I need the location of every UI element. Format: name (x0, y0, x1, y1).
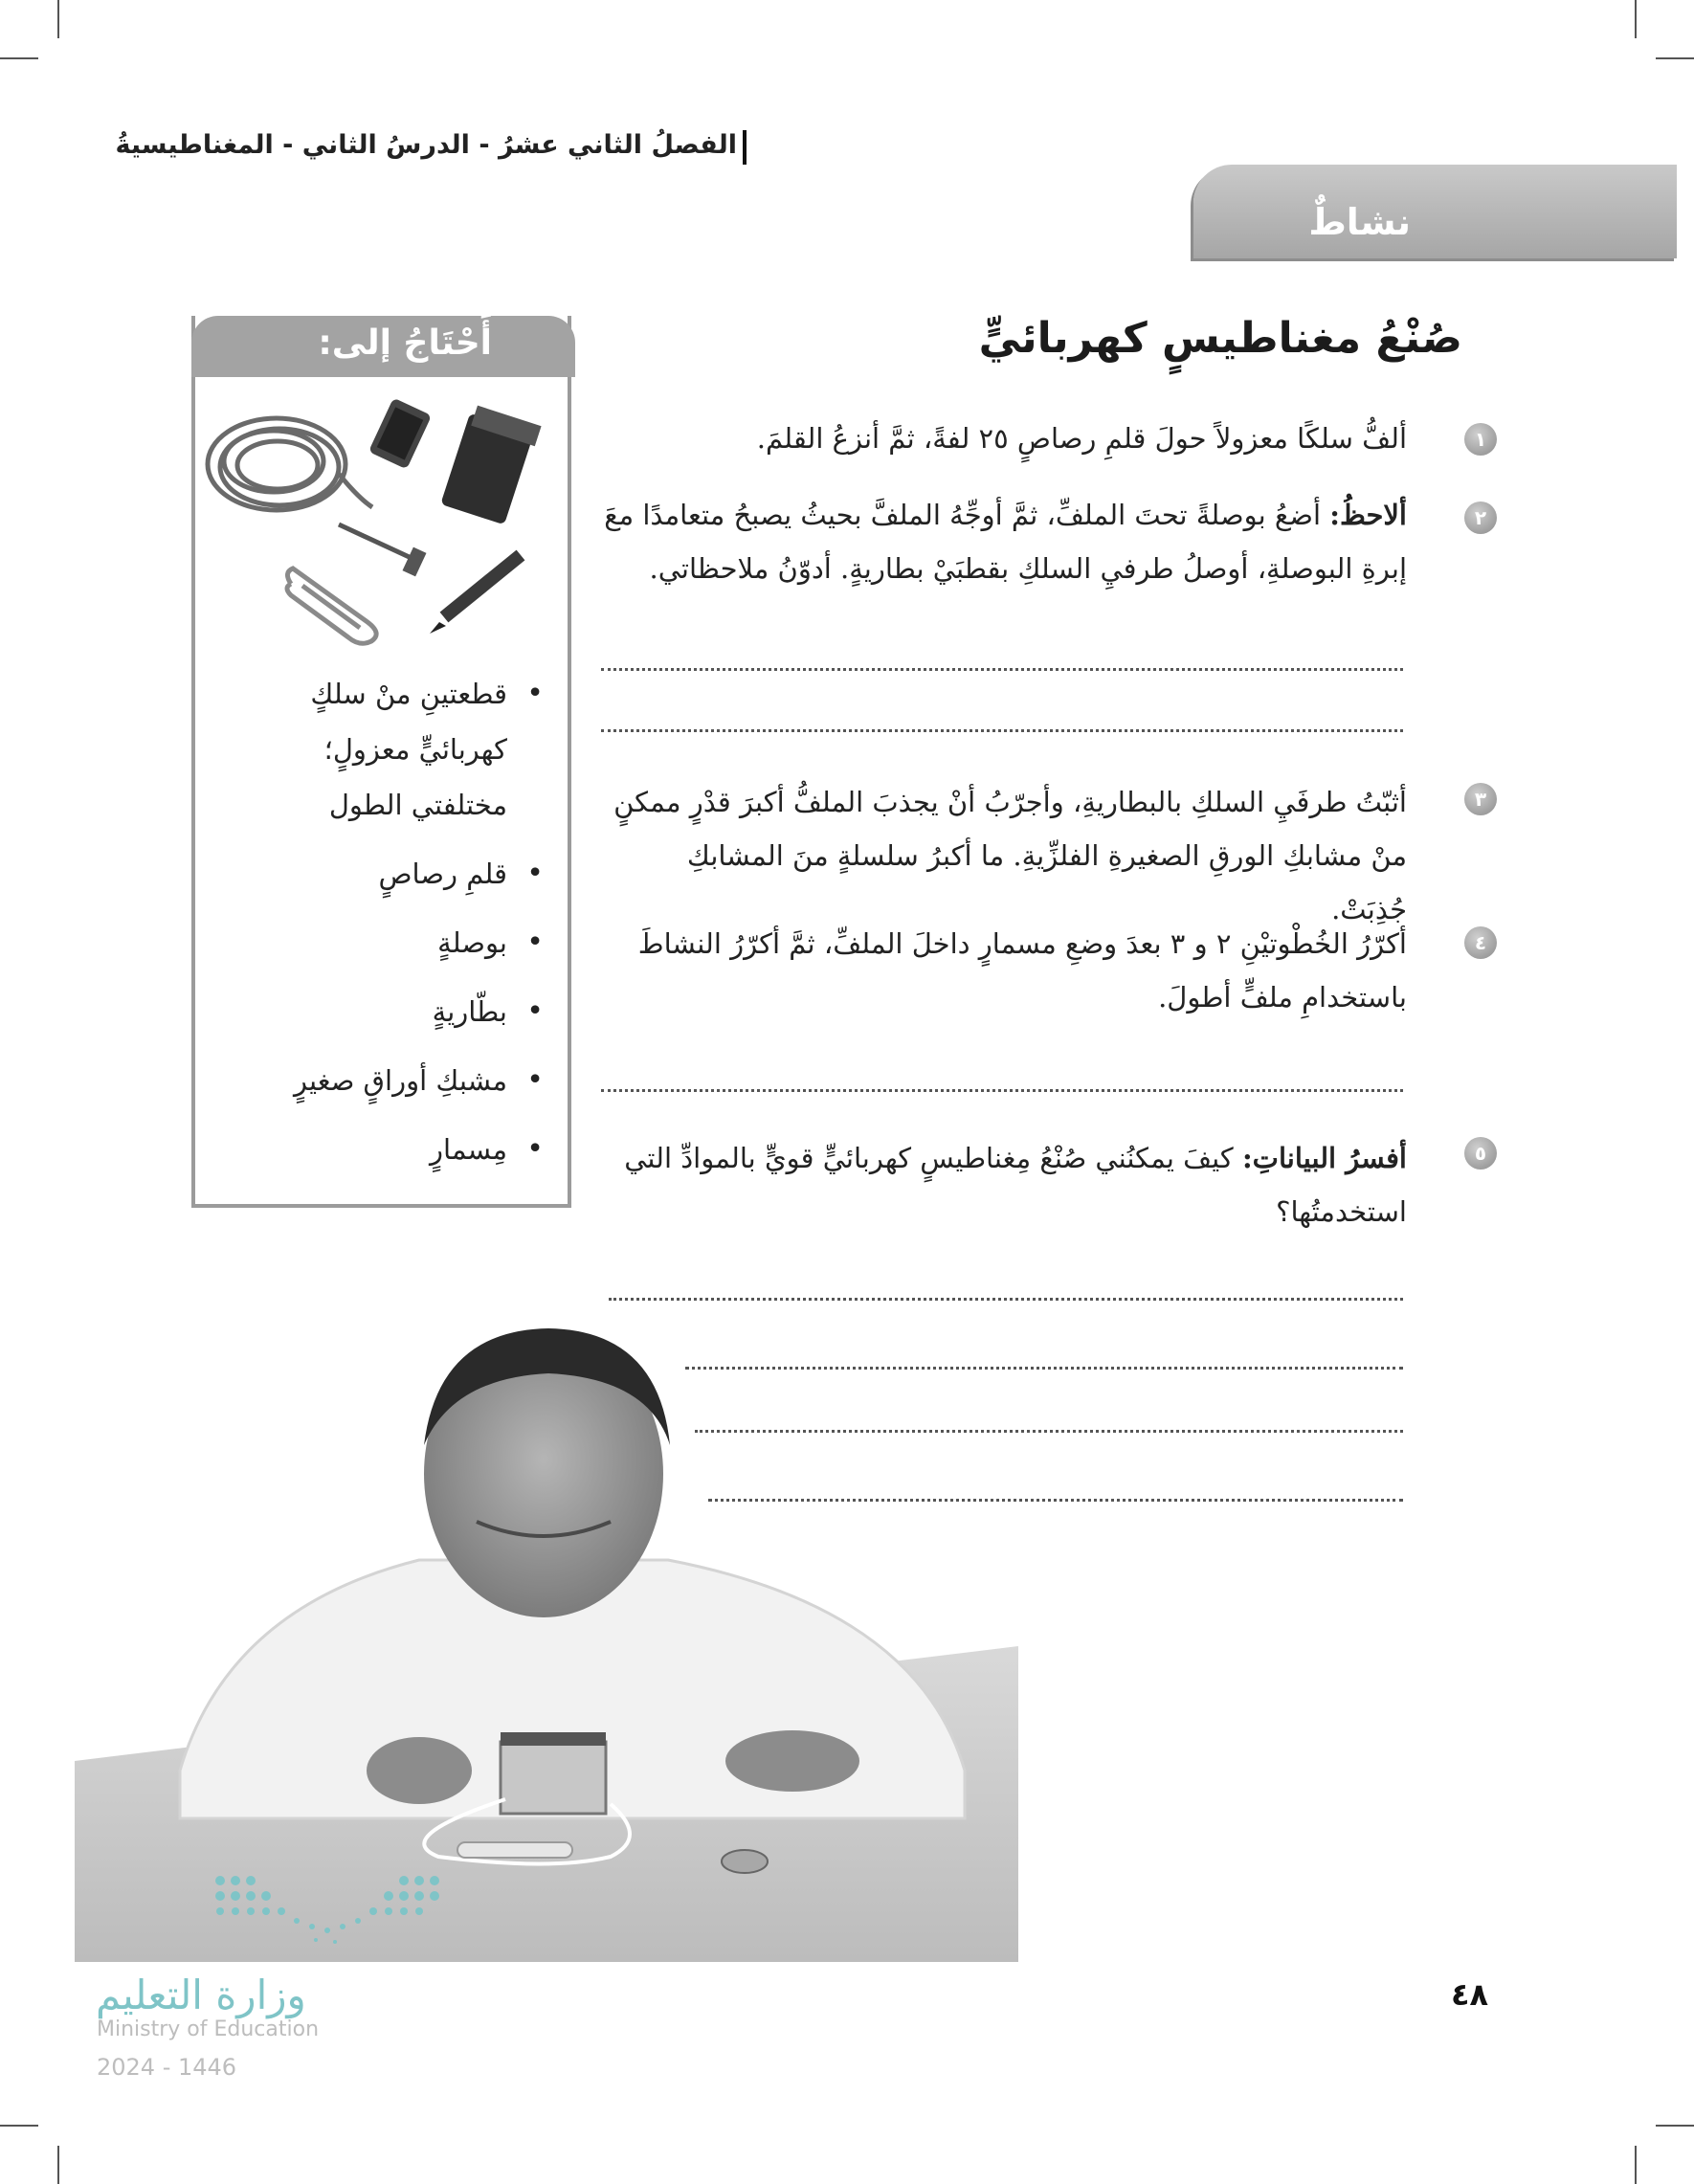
pencil-icon (430, 555, 521, 634)
list-item: • بطّاريةٍ (220, 984, 546, 1039)
step-text (603, 917, 1407, 1024)
answer-line[interactable] (601, 668, 1403, 671)
battery-icon (440, 406, 541, 525)
list-item: • مشبكِ أوراقٍ صغيرٍ (220, 1053, 546, 1108)
list-item: • قطعتينِ منْ سلكٍ كهربائيٍّ معزولٍ؛ مختلفتي الطول (220, 666, 546, 833)
step-body: أكرّرُ الخُطْوتيْنِ ٢ و ٣ بعدَ وضعِ مسمارٍ داخلَ الملفِّ، ثمَّ أكرّرُ النشاطَ باستخدامِ ملفٍّ أطولَ. (637, 927, 1407, 1014)
ministry-year: 2024 - 1446 (97, 2054, 237, 2081)
step-number: ٥ (1464, 1137, 1497, 1170)
step-text (603, 775, 1407, 936)
step-text (603, 1131, 1407, 1238)
page-title: صُنْعُ مغناطيسٍ كهربائيٍّ (978, 314, 1462, 363)
materials-list (220, 666, 546, 1191)
nail-icon (339, 524, 423, 573)
wire-spool-icon (368, 398, 432, 470)
answer-line[interactable] (601, 729, 1403, 732)
ministry-name-english: Ministry of Education (97, 2017, 320, 2041)
header-divider (743, 130, 747, 165)
materials-title: أَحْتَاجُ إلى: (318, 323, 492, 363)
step-text (603, 488, 1407, 595)
materials-illustration (195, 383, 568, 660)
crop-mark (0, 57, 38, 59)
crop-mark (1635, 0, 1637, 38)
ministry-logo-icon (211, 1871, 450, 1948)
step-text (603, 412, 1407, 465)
photo-boy-electromagnet (75, 1321, 1018, 1962)
paper-clip-icon (287, 568, 376, 643)
step-body: أضعُ بوصلةً تحتَ الملفِّ، ثمَّ أوجِّهُ الملفَّ بحيثُ يصبحُ متعامدًا معَ إبرةِ البوصلةِ، أوصلُ طرفيِ السلكِ بقطبَيْ بطاريةٍ. أدوّنُ ملاحظاتي. (604, 499, 1407, 585)
step-body: أثبّتُ طرفَيِ السلكِ بالبطاريةِ، وأجرّبُ أنْ يجذبَ الملفُّ أكبرَ قدْرٍ ممكنٍ منْ مشابكِ الورقِ الصغيرةِ الفلزِّيةِ. ما أكبرُ سلسلةٍ منَ المشابكِ جُذِبَتْ. (613, 786, 1407, 925)
answer-line[interactable] (601, 1089, 1403, 1092)
activity-tab (1193, 165, 1677, 258)
step-number: ٤ (1464, 926, 1497, 959)
crop-mark (1635, 2146, 1637, 2184)
crop-mark (0, 2125, 38, 2127)
answer-line[interactable] (609, 1298, 1403, 1301)
list-item: • مِسمارٍ (220, 1122, 546, 1177)
step-number: ٢ (1464, 501, 1497, 534)
list-item: • بوصلةٍ (220, 915, 546, 970)
breadcrumb: الفصلُ الثاني عشرُ - الدرسُ الثاني - المغناطيسيةُ (115, 130, 737, 160)
step-body: ألفُّ سلكًا معزولاً حولَ قلمِ رصاصٍ ٢٥ لفةً، ثمَّ أنزعُ القلمَ. (756, 422, 1407, 455)
step-body: كيفَ يمكنُني صُنْعُ مِغناطيسٍ كهربائيٍّ قويٍّ بالموادِّ التي استخدمتُها؟ (624, 1142, 1407, 1228)
crop-mark (57, 2146, 59, 2184)
step-number: ١ (1464, 423, 1497, 456)
step-lead: أفسرُ البياناتِ: (1241, 1142, 1407, 1174)
page-number: ٤٨ (1450, 1976, 1488, 2013)
step-number: ٣ (1464, 783, 1497, 815)
list-item: • قلمِ رصاصٍ (220, 846, 546, 902)
activity-label: نشاطٌ (1308, 201, 1411, 243)
step-lead: ألاحظُ: (1329, 499, 1407, 531)
crop-mark (1656, 57, 1694, 59)
ministry-name-arabic: وزارة التعليم (96, 1972, 306, 2018)
crop-mark (57, 0, 59, 38)
crop-mark (1656, 2125, 1694, 2127)
wire-coil-icon (208, 418, 372, 510)
